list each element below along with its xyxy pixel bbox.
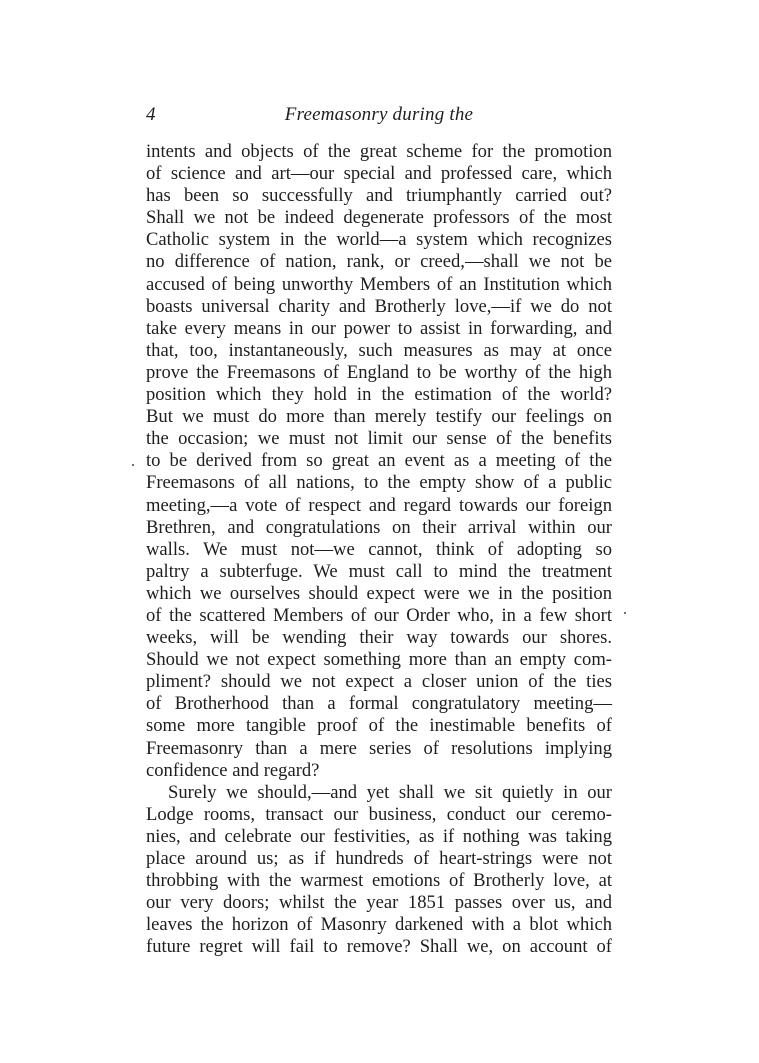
text-line: position which they hold in the estimation of the world? <box>146 384 612 406</box>
text-line: accused of being unworthy Members of an Institution which <box>146 273 612 295</box>
text-line: paltry a subterfuge. We must call to mind the treatment <box>146 560 612 582</box>
text-line: intents and objects of the great scheme for the promotion <box>146 141 612 162</box>
text-line: future regret will fail to remove? Shall we, on account of <box>146 936 612 958</box>
running-head: Freemasonry during the <box>284 104 474 125</box>
text-line: But we must do more than merely testify our feelings on <box>146 406 612 428</box>
text-line: confidence and regard? <box>146 759 320 781</box>
page-number: 4 <box>146 104 156 125</box>
text-line: Shall we not be indeed degenerate professors of the most <box>146 207 612 229</box>
text-line: Brethren, and congratulations on their arrival within our <box>146 516 612 538</box>
text-line: Should we not expect something more than an empty com- <box>146 649 612 671</box>
text-line: that, too, instantaneously, such measures as may at once <box>146 339 612 361</box>
text-line: the occasion; we must not limit our sense of the benefits <box>146 428 612 450</box>
paragraph-1 <box>146 141 612 782</box>
text-line: prove the Freemasons of England to be worthy of the high <box>146 361 612 383</box>
text-line: Freemasons of all nations, to the empty show of a public <box>146 472 612 494</box>
text-line: throbbing with the warmest emotions of Brotherly love, at <box>146 870 612 892</box>
text-line: pliment? should we not expect a closer union of the ties <box>146 671 612 693</box>
text-line: Freemasonry than a mere series of resolutions implying <box>146 737 612 759</box>
text-line: Surely we should,—and yet shall we sit quietly in our <box>168 781 612 803</box>
text-line: to be derived from so great an event as a meeting of the <box>146 450 612 472</box>
text-line: leaves the horizon of Masonry darkened with a blot which <box>146 914 612 936</box>
text-line: boasts universal charity and Brotherly love,—if we do not <box>146 295 612 317</box>
text-line: place around us; as if hundreds of heart-strings were not <box>146 848 612 869</box>
print-speck <box>132 464 134 466</box>
text-line: some more tangible proof of the inestimable benefits of <box>146 715 612 737</box>
text-line: Catholic system in the world—a system which recognizes <box>146 229 612 251</box>
text-line: take every means in our power to assist in forwarding, and <box>146 317 612 339</box>
text-line: no difference of nation, rank, or creed,—shall we not be <box>146 251 612 273</box>
text-line: nies, and celebrate our festivities, as if nothing was taking <box>146 825 612 847</box>
text-line: Lodge rooms, transact our business, conduct our ceremo- <box>146 803 612 825</box>
text-line: has been so successfully and triumphantly carried out? <box>146 185 612 207</box>
page-header <box>146 104 612 130</box>
body-text <box>146 141 612 958</box>
text-line: of science and art—our special and professed care, which <box>146 163 612 185</box>
text-line: of Brotherhood than a formal congratulatory meeting— <box>146 693 612 715</box>
text-line: meeting,—a vote of respect and regard towards our foreign <box>146 494 612 516</box>
text-line: walls. We must not—we cannot, think of adopting so <box>146 538 612 560</box>
paragraph-2 <box>146 782 612 959</box>
text-line: weeks, will be wending their way towards our shores. <box>146 627 612 649</box>
text-line: our very doors; whilst the year 1851 passes over us, and <box>146 892 612 914</box>
text-line: which we ourselves should expect were we in the position <box>146 582 612 604</box>
print-speck <box>624 612 626 614</box>
text-line: of the scattered Members of our Order who, in a few short <box>146 604 612 626</box>
